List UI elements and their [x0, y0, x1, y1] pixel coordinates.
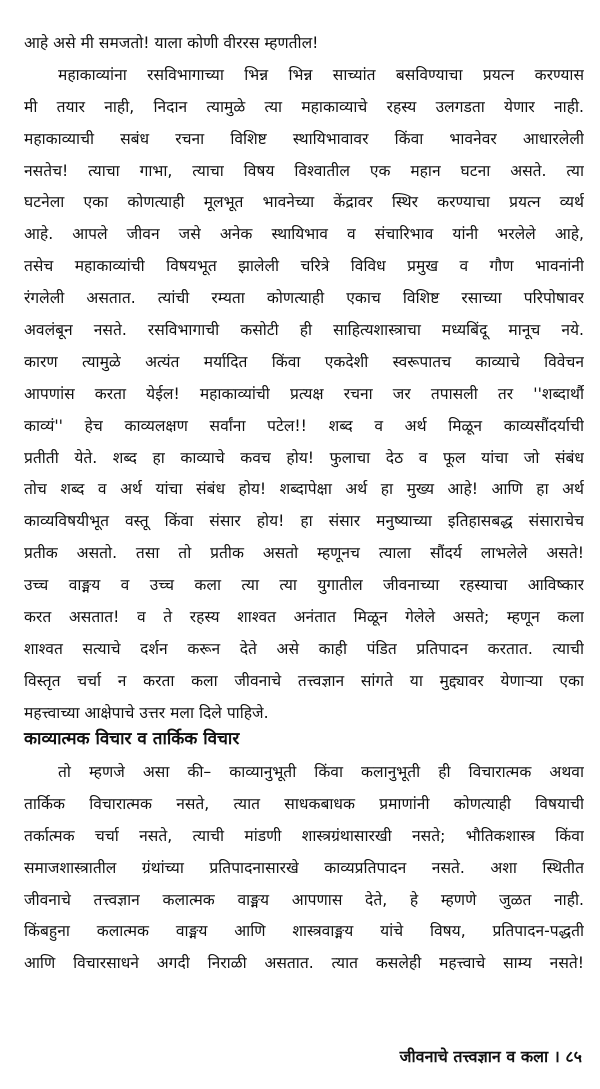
text-line: काव्यं'' हेच काव्यलक्षण सर्वांना पटेल!! शब्द व अर्थ मिळून काव्यसौंदर्याची — [24, 416, 584, 435]
page-footer — [400, 1042, 582, 1072]
text-line: जीवनाचे तत्त्वज्ञान कलात्मक वाङ्मय आपणास देते, हे म्हणणे जुळत नाही. — [24, 890, 584, 909]
text-line: प्रतीक असतो. तसा तो प्रतीक असतो म्हणूनच त्याला सौंदर्य लाभलेले असते! — [24, 544, 584, 563]
text-line: विस्तृत चर्चा न करता कला जीवनाचे तत्त्वज्ञान सांगते या मुद्द्यावर येणाऱ्या एका — [24, 671, 584, 690]
text-line: तर्कात्मक चर्चा नसते, त्याची मांडणी शास्त्रग्रंथासारखी नसते; भौतिकशास्त्र किंवा — [24, 826, 584, 845]
body-text-top — [24, 28, 584, 730]
body-text-bottom — [24, 757, 584, 980]
section-heading: काव्यात्मक विचार व तार्किक विचार — [24, 729, 240, 749]
text-line: रंगलेली असतात. त्यांची रम्यता कोणत्याही एकाच विशिष्ट रसाच्या परिपोषावर — [24, 289, 584, 308]
text-line: नसतेच! त्याचा गाभा, त्याचा विषय विश्वातील एक महान घटना असते. त्या — [24, 161, 584, 180]
text-line: काव्यविषयीभूत वस्तू किंवा संसार होय! हा संसार मनुष्याच्या इतिहासबद्ध संसाराचेच — [24, 512, 584, 531]
text-line: किंबहुना कलात्मक वाङ्मय आणि शास्त्रवाङ्मय यांचे विषय, प्रतिपादन-पद्धती — [24, 922, 584, 941]
text-line: शाश्वत सत्याचे दर्शन करून देते असे काही पंडित प्रतिपादन करतात. त्याची — [24, 639, 584, 658]
text-line: तोच शब्द व अर्थ यांचा संबंध होय! शब्दापेक्षा अर्थ हा मुख्य आहे! आणि हा अर्थ — [24, 480, 584, 499]
text-line: करत असतात! व ते रहस्य शाश्वत अनंतात मिळून गेलेले असते; म्हणून कला — [24, 608, 584, 627]
text-line: आणि विचारसाधने अगदी निराळी असतात. त्यात कसलेही महत्त्वाचे साम्य नसते! — [24, 954, 584, 973]
text-line: तार्किक विचारात्मक नसते, त्यात साधकबाधक प्रमाणांनी कोणत्याही विषयाची — [24, 794, 584, 813]
text-line: समाजशास्त्रातील ग्रंथांच्या प्रतिपादनासारखे काव्यप्रतिपादन नसते. अशा स्थितीत — [24, 858, 584, 877]
text-line: तो म्हणजे असा की– काव्यानुभूती किंवा कलानुभूती ही विचारात्मक अथवा — [58, 763, 584, 781]
text-line: महत्त्वाच्या आक्षेपाचे उत्तर मला दिले पाहिजे. — [24, 703, 269, 722]
text-line: आहे असे मी समजतो! याला कोणी वीररस म्हणतील! — [24, 34, 319, 52]
text-line: आहे. आपले जीवन जसे अनेक स्थायिभाव व संचारिभाव यांनी भरलेले आहे, — [24, 225, 584, 244]
text-line: महाकाव्यांना रसविभागाच्या भिन्न भिन्न साच्यांत बसविण्याचा प्रयत्न करण्यास — [58, 65, 584, 84]
text-line: आपणांस करता येईल! महाकाव्यांची प्रत्यक्ष रचना जर तपासली तर ''शब्दार्थौ — [24, 384, 584, 403]
page-number: ८५ — [565, 1047, 582, 1066]
text-line: महाकाव्याची सबंध रचना विशिष्ट स्थायिभावावर किंवा भावनेवर आधारलेली — [24, 129, 584, 148]
footer-separator: । — [553, 1047, 560, 1066]
text-line: प्रतीती येते. शब्द हा काव्याचे कवच होय! फुलाचा देठ व फूल यांचा जो संबंध — [24, 448, 584, 467]
text-line: अवलंबून नसते. रसविभागाची कसोटी ही साहित्यशास्त्राचा मध्यबिंदू मानूच नये. — [24, 321, 584, 340]
text-line: उच्च वाङ्मय व उच्च कला त्या त्या युगातील जीवनाच्या रहस्याचा आविष्कार — [24, 576, 584, 595]
text-line: मी तयार नाही, निदान त्यामुळे त्या महाकाव्याचे रहस्य उलगडता येणार नाही. — [24, 97, 584, 116]
text-line: कारण त्यामुळे अत्यंत मर्यादित किंवा एकदेशी स्वरूपातच काव्याचे विवेचन — [24, 352, 584, 371]
running-title: जीवनाचे तत्त्वज्ञान व कला — [399, 1047, 549, 1066]
text-line: घटनेला एका कोणत्याही मूलभूत भावनेच्या केंद्रावर स्थिर करण्याचा प्रयत्न व्यर्थ — [24, 193, 584, 212]
text-line: तसेच महाकाव्यांची विषयभूत झालेली चरित्रे विविध प्रमुख व गौण भावनांनी — [24, 257, 584, 276]
